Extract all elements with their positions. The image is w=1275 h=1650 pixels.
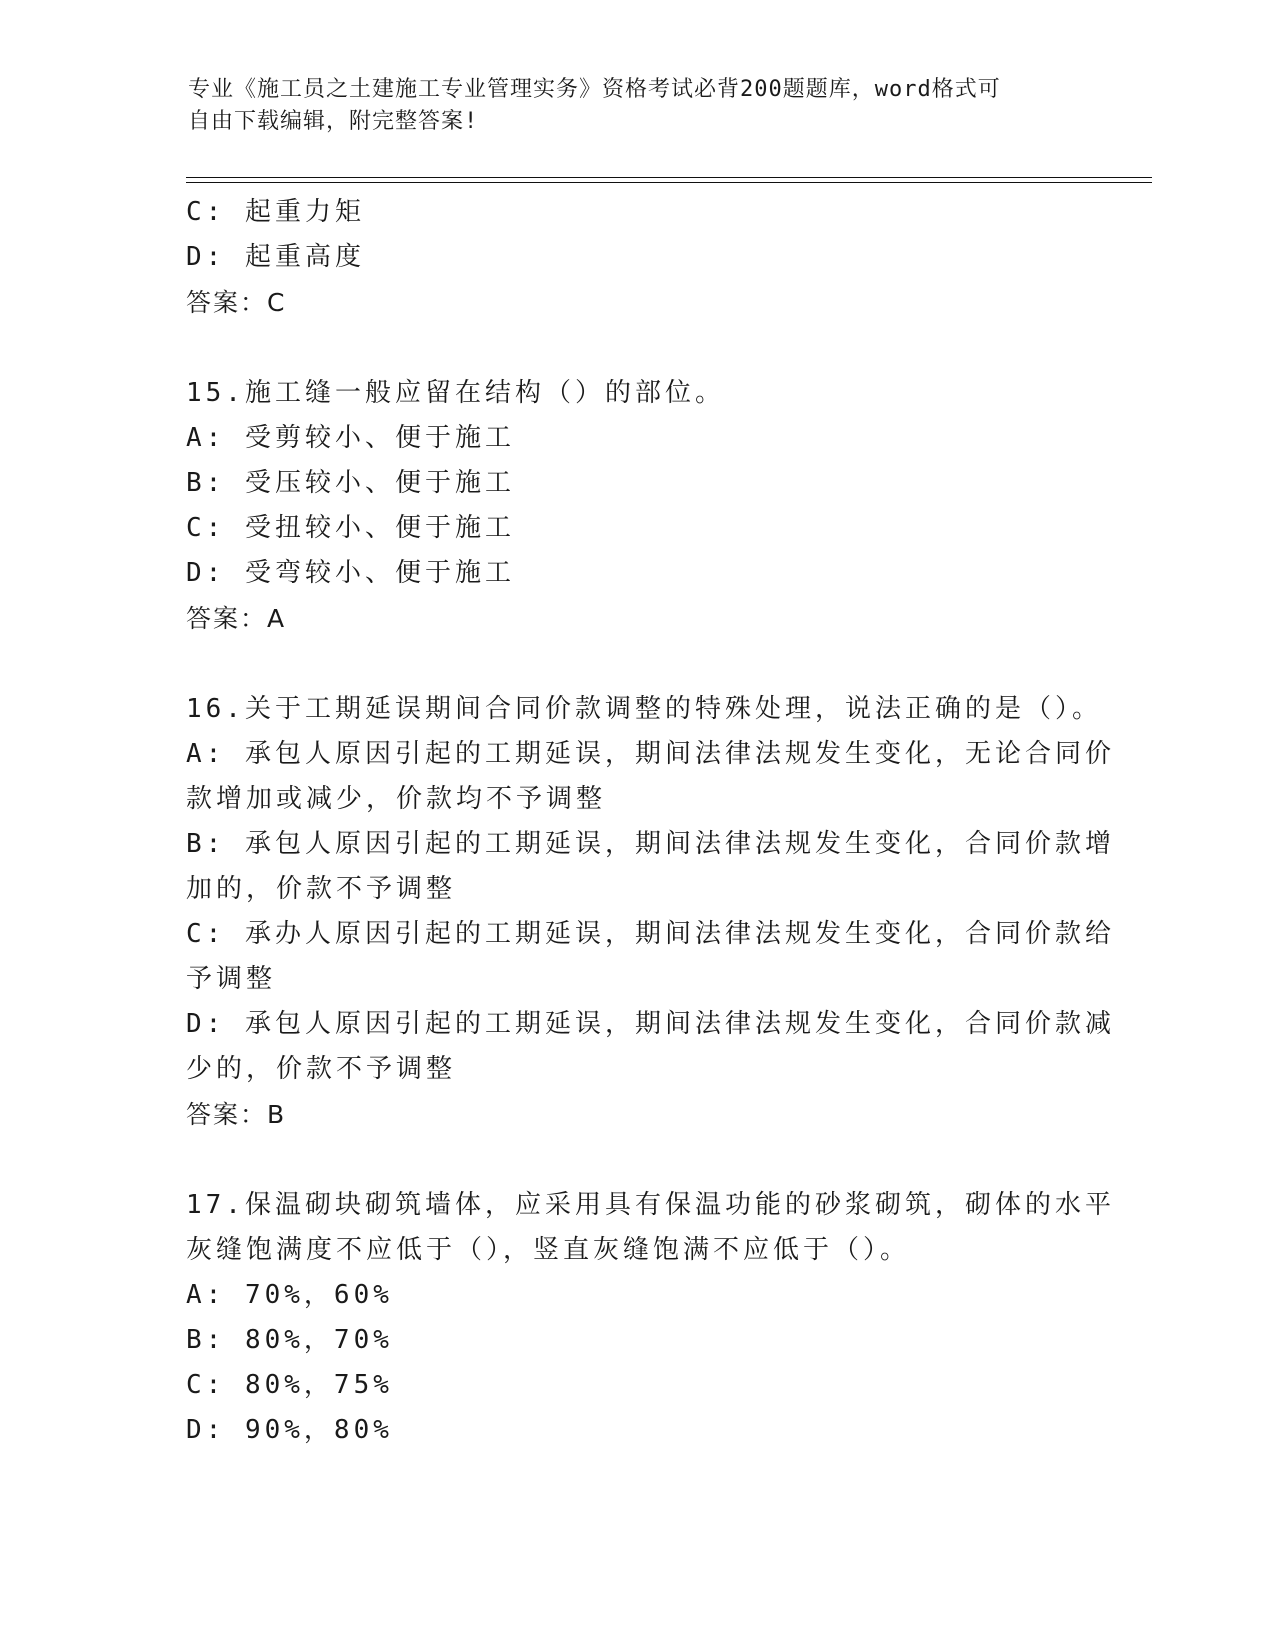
option-c: C: 起重力矩 bbox=[186, 197, 365, 227]
question-14-tail bbox=[186, 190, 1066, 325]
header-title-line-1: 专业《施工员之土建施工专业管理实务》资格考试必背200题题库，word格式可 bbox=[188, 77, 1001, 102]
question-stem: 15.施工缝一般应留在结构（）的部位。 bbox=[186, 378, 725, 408]
document-header bbox=[188, 74, 1068, 138]
question-list bbox=[186, 190, 1115, 1453]
option-c: C: 受扭较小、便于施工 bbox=[186, 513, 515, 543]
answer: 答案：A bbox=[186, 604, 287, 633]
option-b-line-1: B: 承包人原因引起的工期延误，期间法律法规发生变化，合同价款增 bbox=[186, 829, 1115, 859]
header-title-line-2: 自由下载编辑，附完整答案! bbox=[188, 109, 479, 134]
option-b: B: 受压较小、便于施工 bbox=[186, 468, 515, 498]
option-c-line-2: 予调整 bbox=[186, 964, 277, 994]
option-a: A: 70%，60% bbox=[186, 1280, 393, 1310]
question-stem: 16.关于工期延误期间合同价款调整的特殊处理，说法正确的是（）。 bbox=[186, 694, 1102, 724]
option-d-line-2: 少的，价款不予调整 bbox=[186, 1054, 457, 1084]
question-stem-line-1: 17.保温砌块砌筑墙体，应采用具有保温功能的砂浆砌筑，砌体的水平 bbox=[186, 1190, 1115, 1220]
option-d: D: 受弯较小、便于施工 bbox=[186, 558, 515, 588]
option-c-line-1: C: 承办人原因引起的工期延误，期间法律法规发生变化，合同价款给 bbox=[186, 919, 1115, 949]
question-16 bbox=[186, 687, 1115, 1137]
option-d: D: 起重高度 bbox=[186, 242, 365, 272]
answer: 答案：B bbox=[186, 1100, 287, 1129]
option-c: C: 80%，75% bbox=[186, 1370, 393, 1400]
header-divider-top bbox=[186, 177, 1152, 178]
question-17 bbox=[186, 1183, 1115, 1453]
option-d-line-1: D: 承包人原因引起的工期延误，期间法律法规发生变化，合同价款减 bbox=[186, 1009, 1115, 1039]
question-stem-line-2: 灰缝饱满度不应低于（），竖直灰缝饱满不应低于（）。 bbox=[186, 1235, 911, 1265]
question-15 bbox=[186, 371, 1066, 641]
spacer bbox=[186, 641, 1066, 687]
option-b-line-2: 加的，价款不予调整 bbox=[186, 874, 457, 904]
header-divider-bottom bbox=[186, 182, 1152, 183]
option-a-line-2: 款增加或减少，价款均不予调整 bbox=[186, 784, 607, 814]
answer: 答案：C bbox=[186, 288, 287, 317]
spacer bbox=[186, 325, 1066, 371]
option-d: D: 90%，80% bbox=[186, 1415, 393, 1445]
option-b: B: 80%，70% bbox=[186, 1325, 393, 1355]
spacer bbox=[186, 1137, 1066, 1183]
option-a: A: 受剪较小、便于施工 bbox=[186, 423, 515, 453]
option-a-line-1: A: 承包人原因引起的工期延误，期间法律法规发生变化，无论合同价 bbox=[186, 739, 1115, 769]
